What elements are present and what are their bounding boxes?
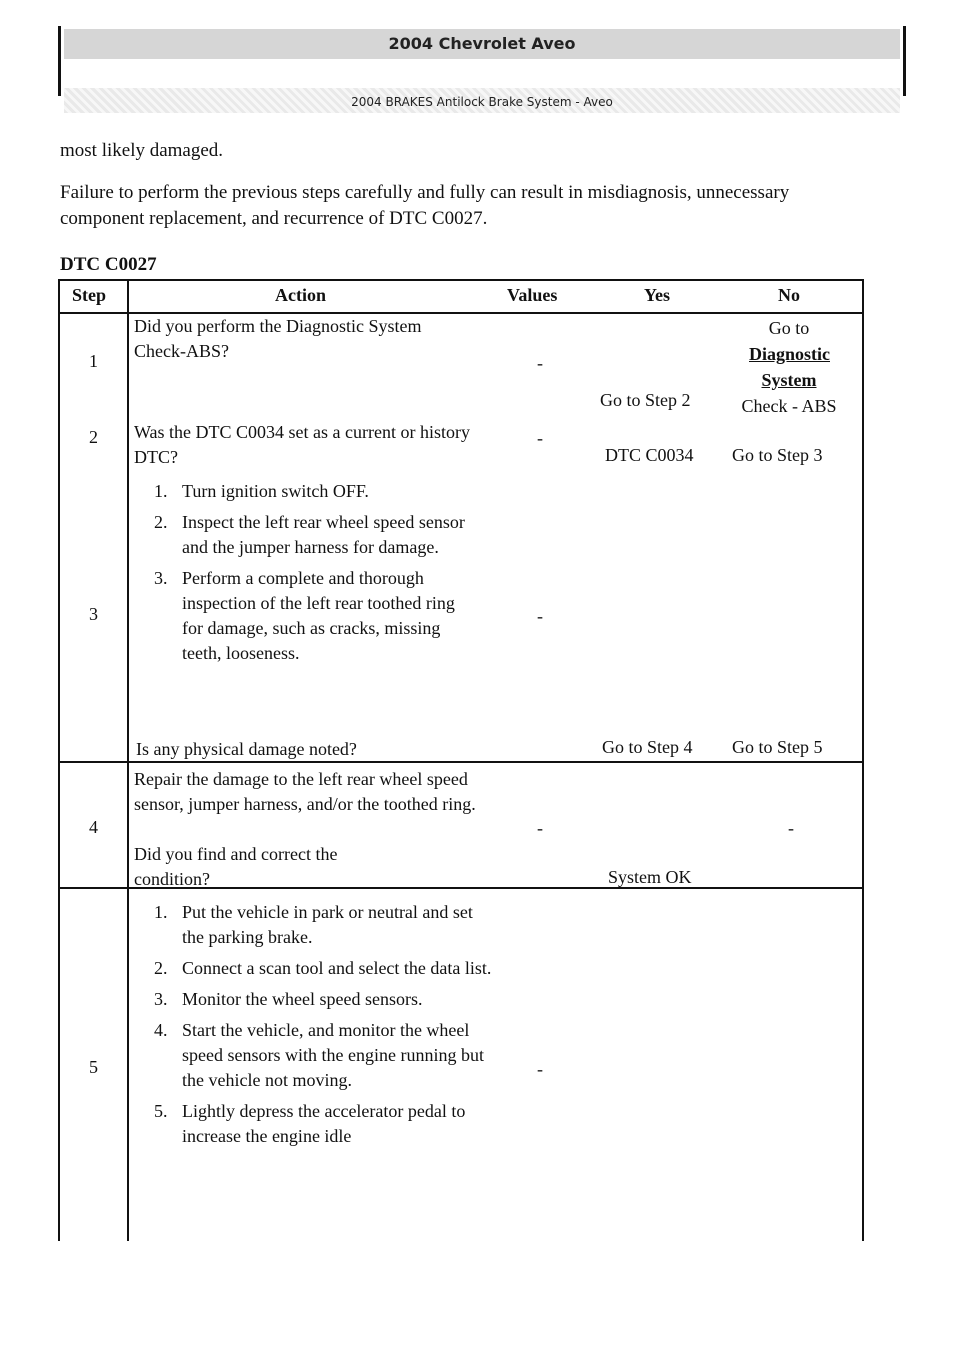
diagnostic-table — [58, 279, 864, 1241]
intro-line-1: most likely damaged. — [60, 140, 224, 161]
values-cell: - — [537, 1059, 543, 1079]
values-cell: - — [537, 428, 543, 448]
step-number: 2 — [89, 427, 98, 447]
values-cell: - — [537, 353, 543, 373]
step-number: 5 — [89, 1057, 98, 1077]
action-steps-list — [138, 900, 498, 1155]
header-title: 2004 Chevrolet Aveo — [388, 34, 576, 53]
yes-cell: Go to Step 4 — [602, 737, 693, 757]
no-cell — [724, 315, 854, 419]
yes-cell: DTC C0034 — [605, 445, 694, 465]
no-cell: Go to Step 5 — [732, 737, 823, 757]
intro-line-2: Failure to perform the previous steps carefully and fully can result in misdiagnosis, unnecessary component replacement, and recurrence of DTC C0027. — [60, 182, 790, 229]
action-text: Did you perform the Diagnostic System Check-ABS? — [134, 316, 422, 361]
values-cell: - — [537, 818, 543, 838]
list-item: 1. Turn ignition switch OFF. — [154, 481, 369, 501]
step-number: 3 — [89, 604, 98, 624]
col-header-step: Step — [72, 285, 107, 305]
list-item: 1. Put the vehicle in park or neutral and set the parking brake. — [154, 902, 473, 947]
header-subtitle: 2004 BRAKES Antilock Brake System - Aveo — [351, 95, 613, 109]
col-header-yes: Yes — [644, 285, 670, 305]
col-header-values: Values — [507, 285, 558, 305]
diagnostic-system-check-link[interactable]: Diagnostic System — [749, 344, 830, 390]
action-text: Repair the damage to the left rear wheel speed sensor, jumper harness, and/or the toothed ring. — [134, 769, 476, 814]
yes-cell: System OK — [608, 867, 692, 887]
list-item: 3. Monitor the wheel speed sensors. — [154, 989, 423, 1009]
question-text: Did you find and correct the condition? — [134, 844, 338, 889]
values-cell: - — [537, 606, 543, 626]
page-header — [58, 26, 906, 109]
no-cell: Go to Step 3 — [732, 445, 823, 465]
col-header-action: Action — [275, 285, 326, 305]
col-header-no: No — [778, 285, 800, 305]
list-item: 2. Connect a scan tool and select the data list. — [154, 958, 492, 978]
no-prefix: Go to — [768, 318, 810, 338]
action-text: Was the DTC C0034 set as a current or history DTC? — [134, 422, 470, 467]
list-item: 4. Start the vehicle, and monitor the wheel speed sensors with the engine running but the vehicle not moving. — [154, 1020, 484, 1090]
step-number: 1 — [89, 351, 98, 371]
action-steps-list — [138, 479, 478, 672]
question-text: Is any physical damage noted? — [136, 739, 357, 759]
list-item: 3. Perform a complete and thorough inspection of the left rear toothed ring for damage, such as cracks, missing teeth, looseness. — [154, 568, 455, 663]
no-cell: - — [788, 818, 794, 838]
list-item: 2. Inspect the left rear wheel speed sensor and the jumper harness for damage. — [154, 512, 465, 557]
step-number: 4 — [89, 817, 98, 837]
yes-cell: Go to Step 2 — [600, 390, 691, 410]
no-suffix: Check - ABS — [741, 396, 837, 416]
list-item: 5. Lightly depress the accelerator pedal to increase the engine idle — [154, 1101, 466, 1146]
table-caption: DTC C0027 — [60, 254, 157, 275]
